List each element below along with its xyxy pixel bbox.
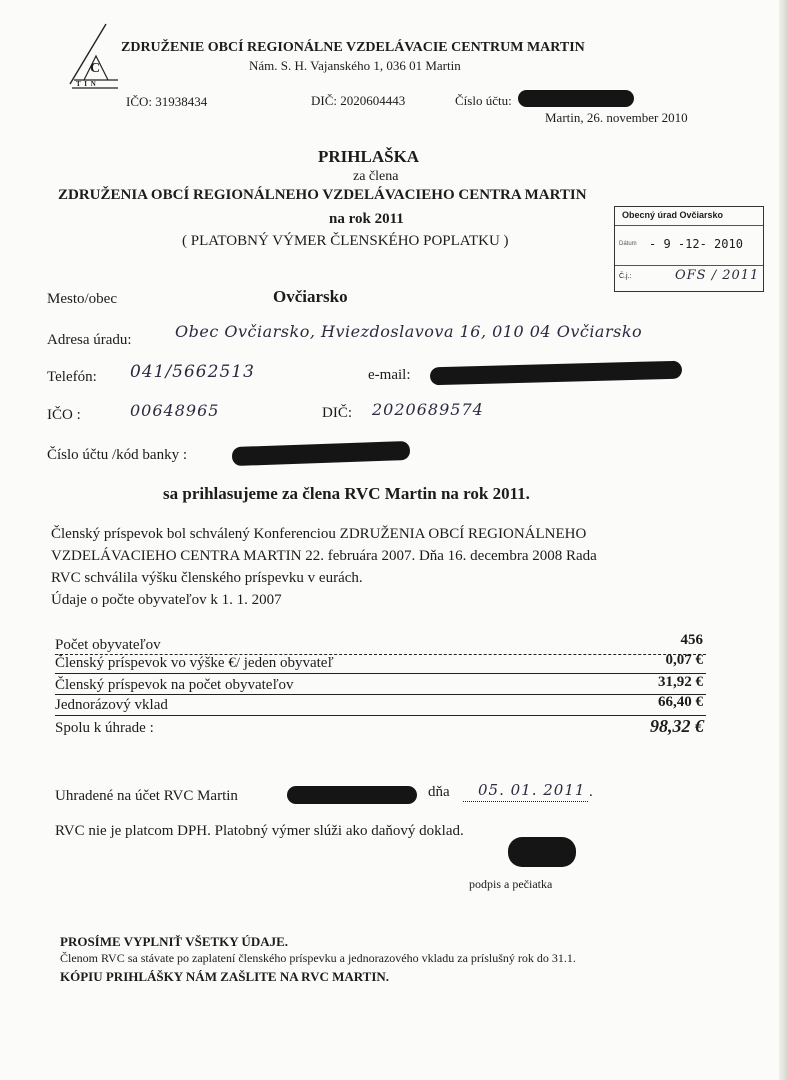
page-edge-shadow [779, 0, 787, 1080]
paragraph-line-1: Členský príspevok bol schválený Konferenciou ZDRUŽENIA OBCÍ REGIONÁLNEHO [51, 526, 587, 542]
payment-date-label: dňa [428, 784, 450, 800]
org-name: ZDRUŽENIE OBCÍ REGIONÁLNE VZDELÁVACIE CENTRUM MARTIN [121, 40, 585, 55]
mesto-label: Mesto/obec [47, 291, 117, 307]
fee-row-value: 66,40 € [658, 694, 703, 710]
total-label: Spolu k úhrade : [55, 720, 154, 736]
ucet-label: Číslo účtu /kód banky : [47, 447, 187, 463]
payment-date-value: 05. 01. 2011 [478, 781, 586, 799]
signature-label: podpis a pečiatka [469, 877, 553, 891]
paragraph-line-2: VZDELÁVACIEHO CENTRA MARTIN 22. februára 2007. Dňa 16. decembra 2008 Rada [51, 548, 597, 564]
redacted-rvc-account [287, 786, 417, 804]
org-ico: IČO: 31938434 [126, 94, 208, 109]
email-label: e-mail: [368, 367, 411, 383]
logo-letter: C [90, 61, 101, 76]
redacted-signature [508, 837, 576, 867]
logo-bottom-text: T I N [76, 80, 97, 88]
stamp-title: Obecný úrad Ovčiarsko [622, 210, 724, 220]
stamp-date-label: Dátum [619, 241, 637, 247]
dic-label: DIČ: [322, 405, 352, 421]
ico-label: IČO : [47, 407, 81, 423]
logo [62, 22, 122, 98]
declaration: sa prihlasujeme za člena RVC Martin na rok 2011. [163, 484, 530, 503]
mesto-value: Ovčiarsko [273, 287, 348, 306]
stamp-row-divider [615, 225, 763, 226]
received-stamp [614, 206, 764, 292]
title-sub-3: na rok 2011 [329, 211, 404, 227]
paragraph-line-3: RVC schválila výšku členského príspevku v eurách. [51, 570, 363, 586]
fee-row-label: Jednorázový vklad [55, 697, 168, 713]
fee-row-label: Členský príspevok vo výške €/ jeden obyvateľ [55, 655, 334, 671]
fee-row-value: 456 [680, 632, 703, 648]
paragraph-line-4: Údaje o počte obyvateľov k 1. 1. 2007 [51, 592, 282, 608]
title-sub-4: ( PLATOBNÝ VÝMER ČLENSKÉHO POPLATKU ) [182, 233, 509, 249]
fee-row-label: Počet obyvateľov [55, 637, 161, 653]
total-value: 98,32 € [650, 716, 704, 736]
dic-value: 2020689574 [372, 400, 484, 419]
payment-trailing-dot: . [589, 784, 593, 800]
fee-row-value: 0,07 € [665, 652, 703, 668]
redacted-email [430, 361, 682, 386]
page-title: PRIHLAŠKA [318, 147, 420, 166]
redacted-bank-account [232, 441, 411, 466]
vat-note: RVC nie je platcom DPH. Platobný výmer slúži ako daňový doklad. [55, 823, 464, 839]
payment-date-underline [463, 801, 588, 802]
fee-row-value: 31,92 € [658, 674, 703, 690]
telefon-label: Telefón: [47, 369, 97, 385]
title-sub-1: za člena [353, 169, 399, 184]
stamp-number-value: OFS / 2011 [675, 268, 760, 283]
title-sub-2: ZDRUŽENIA OBCÍ REGIONÁLNEHO VZDELÁVACIEHO CENTRA MARTIN [58, 187, 587, 203]
stamp-date-value: - 9 -12- 2010 [649, 237, 743, 251]
org-account-label: Číslo účtu: [455, 93, 512, 108]
org-address: Nám. S. H. Vajanského 1, 036 01 Martin [249, 58, 461, 73]
telefon-value: 041/5662513 [130, 362, 255, 382]
date-line: Martin, 26. november 2010 [545, 110, 688, 125]
footer-copy-note: KÓPIU PRIHLÁŠKY NÁM ZAŠLITE NA RVC MARTIN. [60, 969, 390, 984]
footer-notice: PROSÍME VYPLNIŤ VŠETKY ÚDAJE. [60, 934, 289, 949]
paid-label: Uhradené na účet RVC Martin [55, 788, 238, 804]
stamp-number-label: Č.j.: [619, 273, 632, 280]
footer-membership-note: Členom RVC sa stávate po zaplatení členského príspevku a jednorazového vkladu za príslušný rok do 31.1. [60, 951, 576, 965]
stamp-row-divider [615, 265, 763, 266]
org-dic: DIČ: 2020604443 [311, 93, 406, 108]
adresa-label: Adresa úradu: [47, 332, 132, 348]
redacted-account [518, 90, 634, 107]
fee-row-label: Členský príspevok na počet obyvateľov [55, 677, 294, 693]
adresa-value: Obec Ovčiarsko, Hviezdoslavova 16, 010 04 Ovčiarsko [175, 322, 643, 341]
ico-value: 00648965 [130, 401, 220, 420]
